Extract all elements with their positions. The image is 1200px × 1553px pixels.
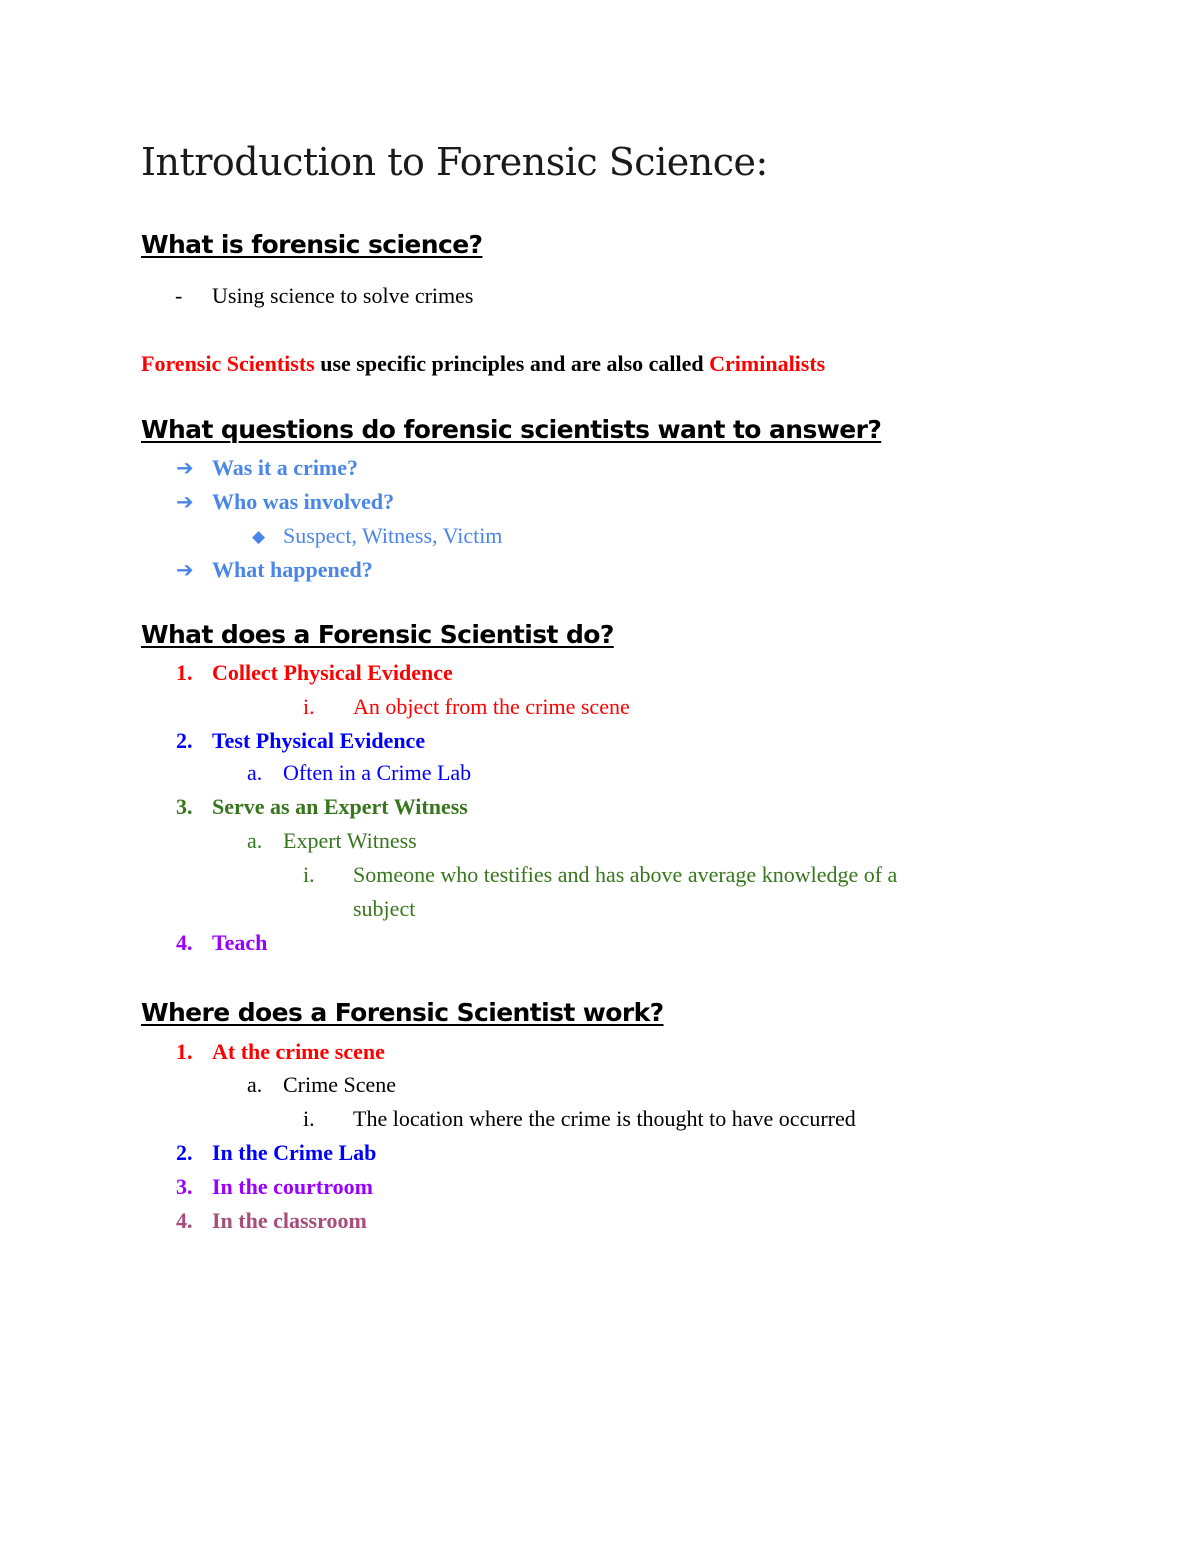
question-item: Was it a crime? (212, 455, 359, 480)
term-forensic-scientists: Forensic Scientists (141, 351, 315, 376)
list-item: In the Crime Lab (212, 1140, 377, 1165)
list-number: 3. (176, 1174, 193, 1199)
section-heading-questions: What questions do forensic scientists want to answer? (141, 415, 882, 444)
criminalists-paragraph (141, 351, 825, 377)
list-item: At the crime scene (212, 1039, 385, 1064)
section-heading-what-is: What is forensic science? (141, 230, 483, 259)
section-heading-where-work: Where does a Forensic Scientist work? (141, 998, 664, 1027)
section-heading-what-do: What does a Forensic Scientist do? (141, 620, 614, 649)
list-number: 1. (176, 1039, 193, 1064)
list-item-continuation: subject (353, 896, 416, 921)
list-item: An object from the crime scene (353, 694, 630, 719)
list-number: 4. (176, 930, 193, 955)
list-item: The location where the crime is thought to have occurred (353, 1106, 856, 1131)
bullet-text: Using science to solve crimes (212, 283, 474, 308)
list-item: In the courtroom (212, 1174, 373, 1199)
list-item: Test Physical Evidence (212, 728, 426, 753)
list-item: Crime Scene (283, 1072, 397, 1097)
list-number: 4. (176, 1208, 193, 1233)
list-number: 1. (176, 660, 193, 685)
question-item: What happened? (212, 557, 373, 582)
list-item: Teach (212, 930, 268, 955)
list-item: Serve as an Expert Witness (212, 794, 468, 819)
term-criminalists: Criminalists (709, 351, 826, 376)
list-number: a. (247, 828, 263, 853)
list-item: Collect Physical Evidence (212, 660, 453, 685)
list-item: Expert Witness (283, 828, 417, 853)
arrow-icon: ➔ (176, 490, 194, 514)
question-subitem: Suspect, Witness, Victim (283, 523, 503, 548)
list-number: 2. (176, 728, 193, 753)
list-item: Often in a Crime Lab (283, 760, 472, 785)
arrow-icon: ➔ (176, 456, 194, 480)
list-number: 3. (176, 794, 193, 819)
list-number: a. (247, 760, 263, 785)
dash-bullet: - (175, 283, 183, 308)
arrow-icon: ➔ (176, 558, 194, 582)
list-item: In the classroom (212, 1208, 367, 1233)
paragraph-middle: use specific principles and are also called (314, 351, 710, 376)
diamond-icon: ◆ (252, 527, 266, 547)
document-title: Introduction to Forensic Science: (141, 140, 768, 184)
list-number: i. (303, 862, 315, 887)
question-item: Who was involved? (212, 489, 395, 514)
list-number: i. (303, 694, 315, 719)
list-item: Someone who testifies and has above average knowledge of a (353, 862, 898, 887)
list-number: a. (247, 1072, 263, 1097)
list-number: 2. (176, 1140, 193, 1165)
list-number: i. (303, 1106, 315, 1131)
